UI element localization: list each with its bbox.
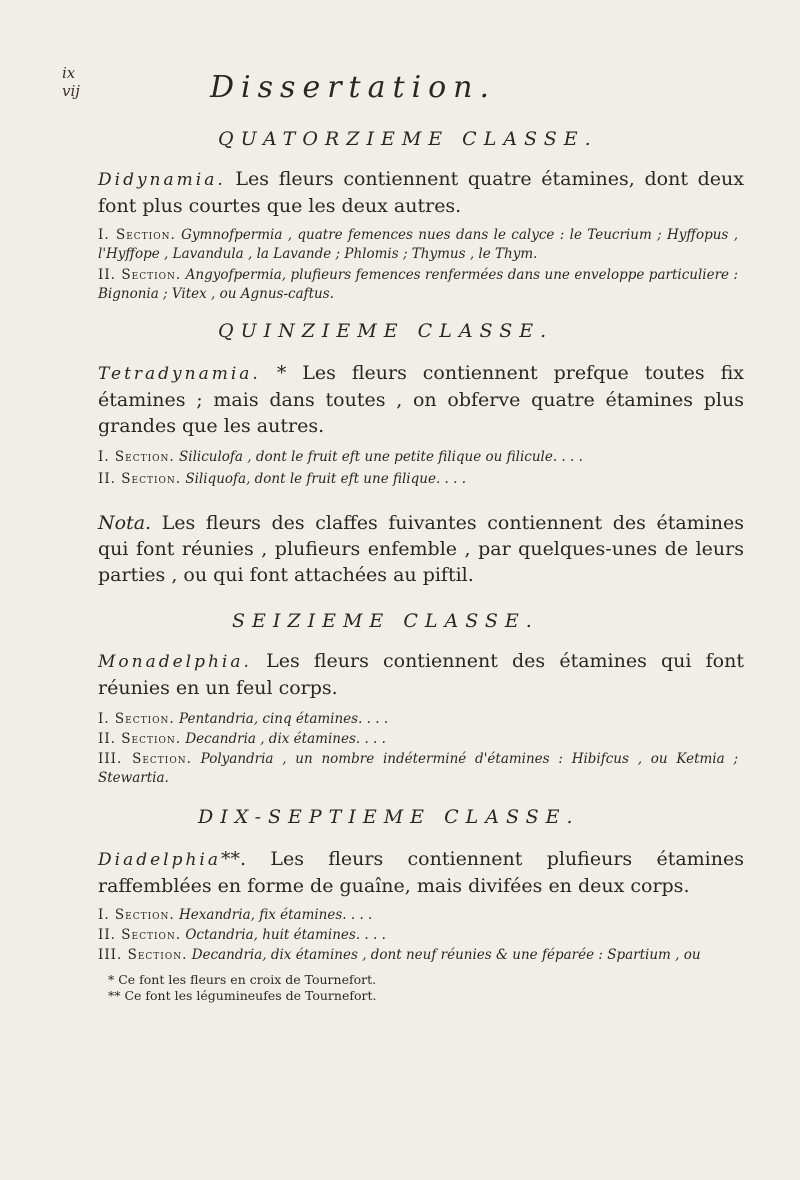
corner-marks [62,64,80,100]
class-17-lead: Diadelphia [98,850,221,870]
section-text: Decandria, dix étamines , dont neuf réunies & une féparée : Spartium , ou [191,947,701,963]
section-label: II. Section. [98,927,182,943]
class-17-section-1 [98,906,738,925]
section-text: Hexandria, fix étamines. . . . [179,907,373,923]
class-16-lead: Monadelphia. [98,652,252,672]
section-label: I. Section. [98,449,175,465]
nota-text: Les fleurs des claffes fuivantes contiennent des étamines qui font réunies , plufieurs enfemble , par quelques-unes de leurs parties , ou qui font attachées au piftil. [98,512,744,586]
class-16-title: SEIZIEME CLASSE. [232,610,539,632]
section-text: Decandria , dix étamines. . . . [185,731,386,747]
section-label: I. Section. [98,227,176,243]
corner-mark-line1: ix [62,64,76,82]
section-label: I. Section. [98,907,175,923]
class-14-section-1 [98,226,738,264]
class-16-section-1 [98,710,738,729]
class-15-section-1 [98,448,738,467]
class-17-section-2 [98,926,738,945]
class-14-lead: Didynamia. [98,170,226,190]
class-17-section-3 [98,946,738,965]
section-text: Octandria, huit étamines. . . . [185,927,386,943]
class-14-description [98,166,744,219]
section-text: Angyofpermia, plufieurs femences renfermées dans une enveloppe particuliere : Bignonia ; Vitex , ou Agnus-caftus. [98,267,739,302]
nota-lead: Nota. [98,512,152,534]
class-16-desc: Les fleurs contiennent des étamines qui font réunies en un feul corps. [98,650,744,699]
section-label: II. Section. [98,267,182,283]
class-14-desc: Les fleurs contiennent quatre étamines, dont deux font plus courtes que les deux autres. [98,168,744,217]
section-text: Siliculofa , dont le fruit eft une petite filique ou filicule. . . . [179,449,583,465]
class-15-section-2 [98,470,738,489]
footnotes [108,972,728,1004]
class-16-description [98,648,744,701]
class-15-title: QUINZIEME CLASSE. [218,320,554,342]
class-14-section-2 [98,266,738,304]
class-15-lead: Tetradynamia. [98,364,261,384]
section-label: I. Section. [98,711,175,727]
section-text: Siliquofa, dont le fruit eft une filique. . . . [185,471,466,487]
running-head: Dissertation. [210,70,497,105]
section-text: Polyandria , un nombre indéterminé d'étamines : Hibifcus , ou Ketmia ; Stewartia. [98,751,738,786]
section-label: II. Section. [98,471,182,487]
class-14-title: QUATORZIEME CLASSE. [218,128,598,150]
section-text: Gymnofpermia , quatre femences nues dans le calyce : le Teucrium ; Hyffopus , l'Hyffope , Lavandula , la Lavande ; Phlomis ; Thymus , le Thym. [98,227,738,262]
footnote-1: * Ce font les fleurs en croix de Tournefort. [108,972,377,987]
section-text: Pentandria, cinq étamines. . . . [179,711,389,727]
class-16-section-2 [98,730,738,749]
class-17-title: DIX-SEPTIEME CLASSE. [198,806,580,828]
section-label: II. Section. [98,731,182,747]
class-15-desc: * Les fleurs contiennent prefque toutes fix étamines ; mais dans toutes , on obferve quatre étamines plus grandes que les autres. [98,362,744,437]
corner-mark-line2: vij [62,82,80,100]
footnote-2: ** Ce font les légumineufes de Tournefort. [108,988,377,1003]
class-16-section-3 [98,750,738,788]
nota-paragraph [98,510,744,588]
section-label: III. Section. [98,947,188,963]
class-15-description [98,360,744,439]
class-17-desc: **. Les fleurs contiennent plufieurs étamines raffemblées en forme de guaîne, mais divifées en deux corps. [98,848,744,897]
section-label: III. Section. [98,751,192,767]
class-17-description [98,846,744,899]
